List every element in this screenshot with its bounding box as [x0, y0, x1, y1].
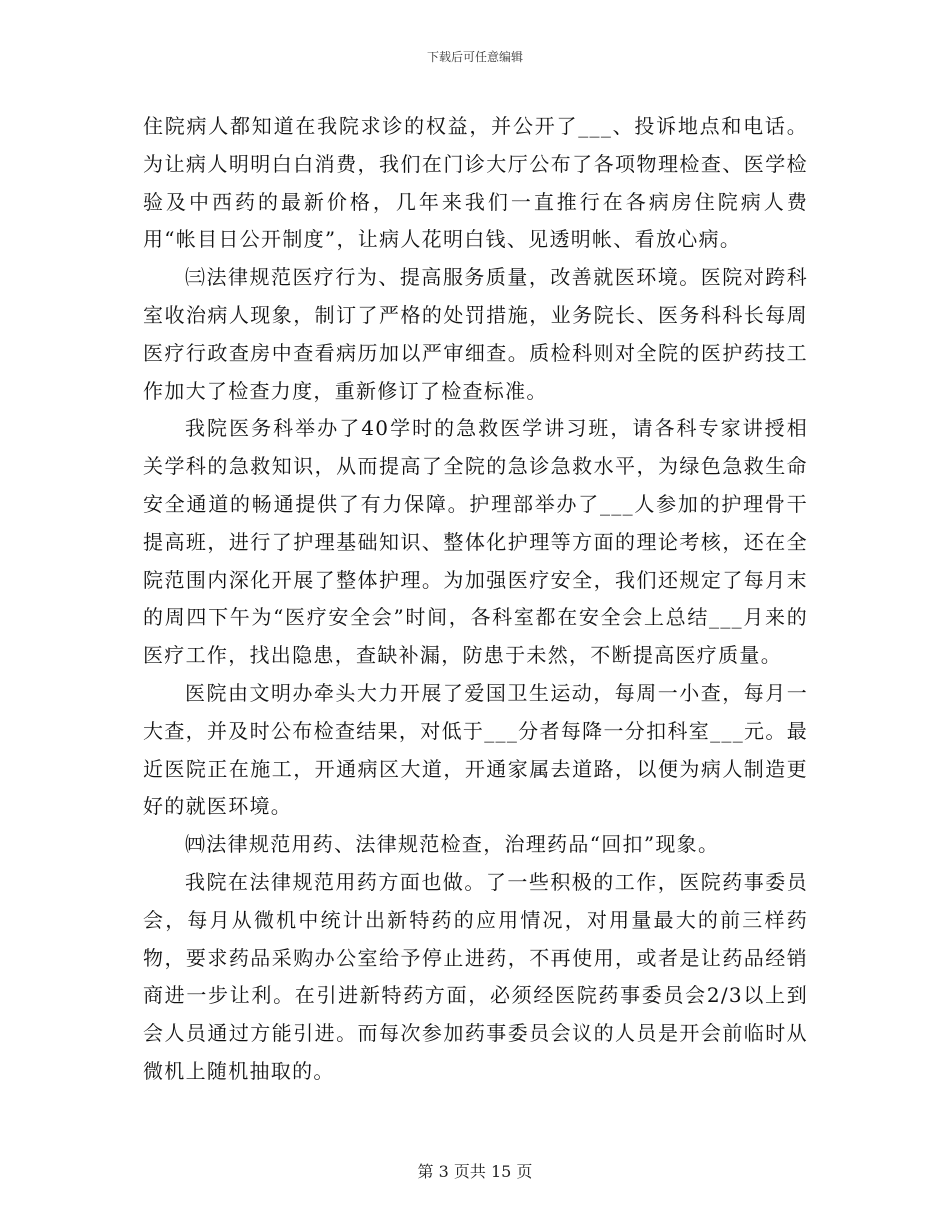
page-footer: 第 3 页共 15 页	[417, 1162, 533, 1181]
body-content	[143, 108, 808, 1091]
paragraph-2: ㈢法律规范医疗行为、提高服务质量，改善就医环境。医院对跨科室收治病人现象，制订了严格的处罚措施，业务院长、医务科科长每周医疗行政查房中查看病历加以严审细查。质检科则对全院的医护药技工作加大了检查力度，重新修订了检查标准。	[143, 265, 808, 403]
paragraph-4: 医院由文明办牵头大力开展了爱国卫生运动，每周一小查，每月一大查，并及时公布检查结果，对低于___分者每降一分扣科室___元。最近医院正在施工，开通病区大道，开通家属去道路，以便为病人制造更好的就医环境。	[143, 680, 808, 819]
page-header: 下载后可任意编辑	[426, 50, 523, 64]
paragraph-6: 我院在法律规范用药方面也做。了一些积极的工作，医院药事委员会，每月从微机中统计出新特药的应用情况，对用量最大的前三样药物，要求药品采购办公室给予停止进药，不再使用，或者是让药品经销商进一步让利。在引进新特药方面，必须经医院药事委员会2/3以上到会人员通过方能引进。而每次参加药事委员会议的人员是开会前临时从微机上随机抽取的。	[143, 869, 808, 1083]
paragraph-1: 住院病人都知道在我院求诊的权益，并公开了___、投诉地点和电话。为让病人明明白白消费，我们在门诊大厅公布了各项物理检查、医学检验及中西药的最新价格，几年来我们一直推行在各病房住院病人费用“帐目日公开制度”，让病人花明白钱、见透明帐、看放心病。	[143, 114, 808, 252]
paragraph-5: ㈣法律规范用药、法律规范检查，治理药品“回扣”现象。	[185, 832, 720, 857]
paragraph-3: 我院医务科举办了40学时的急救医学讲习班，请各科专家讲授相关学科的急救知识，从而提高了全院的急诊急救水平，为绿色急救生命安全通道的畅通提供了有力保障。护理部举办了___人参加的护理骨干提高班，进行了护理基础知识、整体化护理等方面的理论考核，还在全院范围内深化开展了整体护理。为加强医疗安全，我们还规定了每月末的周四下午为“医疗安全会”时间，各科室都在安全会上总结___月来的医疗工作，找出隐患，查缺补漏，防患于未然，不断提高医疗质量。	[143, 416, 808, 668]
